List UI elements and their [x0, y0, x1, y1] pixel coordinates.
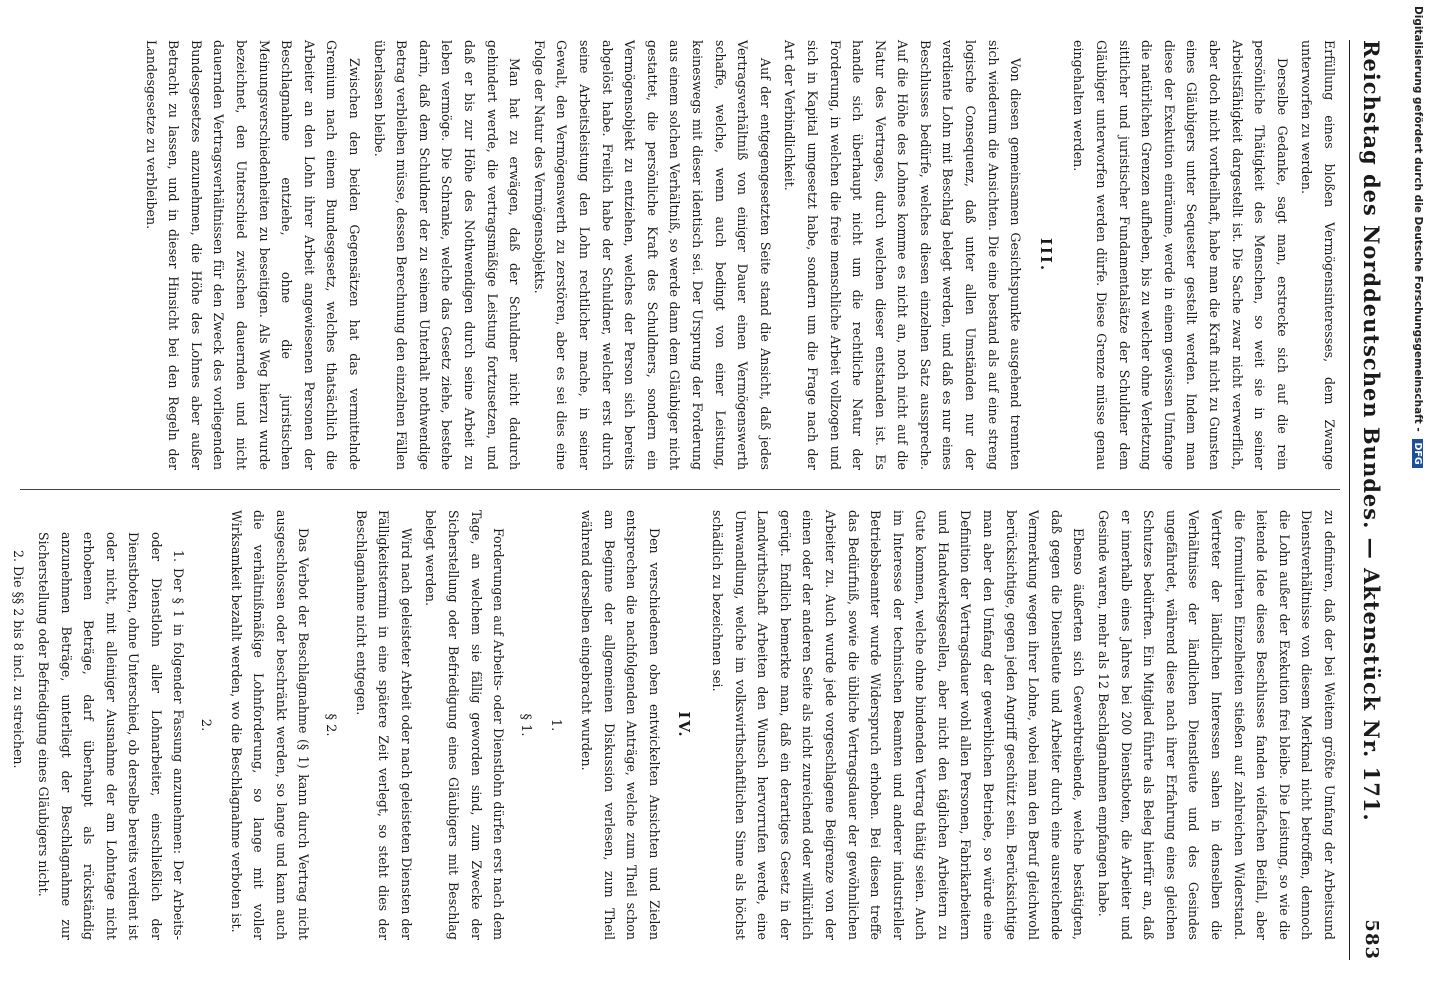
- credit-text: Digitalisierung gefördert durch die Deutsche Forschungsgemeinschaft -: [1412, 6, 1424, 432]
- paragraph: Den verschiedenen oben entwickelten Ansichten und Zielen entsprechen die nachfolgenden Anträge, welche zum Theil schon am Beginne der allgemeinen Diskussion verlesen, zum Theil während derselben eingebracht wurden.: [579, 510, 662, 940]
- header-title: Reichstag des Norddeutschen Bundes. — Aktenstück Nr. 171.: [1359, 40, 1385, 822]
- header-rule: [1349, 40, 1350, 960]
- paragraph: Das Verbot der Beschlagnahme (§ 1) kann durch Vertrag nicht ausgeschlossen oder beschränkt werden, so lange und kann auch die verhältnißmäßige Lohnforderung, so lange mit voller Wirksamkeit bezahlt werden, wo die Beschlagnahme verboten ist.: [228, 510, 312, 940]
- paragraph: Forderungen auf Arbeits- oder Dienstlohn dürfen erst nach dem Tage, an welchem sie fällig geworden sind, zum Zwecke der Sicherstellung oder Befriedigung eines Gläubigers mit Beschlag belegt werden.: [423, 510, 507, 940]
- credit-line: [1412, 6, 1424, 468]
- paragraph: Auf der entgegengesetzten Seite stand die Ansicht, daß jedes Vertragsverhältniß von einiger Dauer einen Vermögenswerth schaffe, welche, wenn auch bedingt von einer Leistung, keineswegs mit dieser identisch sei. Der Ursprung der Forderung aus einem solchen Verhältniß, so werde dann dem Gläubiger nicht gestattet, die persönliche Kraft des Schuldners, sondern ein Vermögensobjekt zu entziehen, welches der Person sich bereits abgelöst habe. Freilich habe der Schuldner, welcher erst durch seine Arbeitsleistung den Lohn rechtlicher mache, in seiner Gewalt, den Vermögenswerth zu zerstören, aber es sei dies eine Folge der Natur des Vermögensobjekts.: [531, 40, 773, 470]
- right-column: [11, 510, 1340, 940]
- left-column: [20, 40, 1340, 470]
- paragraph: zu definiren, daß der bei Weitem größte Umfang der Arbeitsund Dienstverhältnisse von diesem Merkmal nicht betroffen, dennoch die Lohn außer der Exekution frei bleibe. Die Leistung, so wie die leitende Idee dieses Beschlusses fanden vielfachen Beifall, aber die formulirten Einzelheiten stießen auf zahlreichen Widerstand. Vertreter der ländlichen Interessen sahen in denselben die Verhältnisse der ländlichen Dienstleute und des Gesindes ungefährdet, während diese nach ihrer Erfahrung eines gleichen Schutzes bedürften. Ein Mitglied führte als Beleg hierfür an, daß er innerhalb eines Jahres bei 200 Dienstboten, die Arbeiter und Gesinde waren, mehr als 12 Beschlagnahmen empfangen habe.: [1096, 510, 1337, 940]
- list-item: 2. Die §§ 2 bis 8 incl. zu streichen.: [11, 550, 27, 769]
- running-header: [1352, 40, 1392, 960]
- proposal-number: 1.: [548, 718, 564, 732]
- list-item: 1. Der § 1 in folgender Fassung anzunehmen: Der Arbeits- oder Dienstlohn aller Lohnarbeiter, einschließlich der Dienstboten, ohne Unterschied, ob derselbe bereits verdient ist oder nicht, mit alleiniger Ausnahme der am Lohntage nicht erhobenen Beträge, darf überhaupt als rückständig anzunehmen Beträge, unterliegt der Beschlagnahme zur Sicherstellung oder Befriedigung eines Gläubigers nicht.: [35, 532, 187, 940]
- page-number: 583: [1361, 919, 1383, 960]
- column-divider: [20, 489, 1340, 490]
- paragraph: Wird nach geleisteter Arbeit oder nach geleisteten Diensten der Fälligkeitstermin in eine spätere Zeit verlegt, so steht dies der Beschlagnahme nicht entgegen.: [353, 510, 414, 940]
- paragraph: Von diesen gemeinsamen Gesichtspunkte ausgehend trennten sich wiederum die Ansichten. Die eine bestand als auf eine streng logische Consequenz, daß unter allen Umständen nur der verdiente Lohn mit Beschlag belegt werden, und daß es nur eines Beschlusses bedürfe, welches diesen einzelnen Satz ausspreche. Auf die Höhe des Lohnes komme es nicht an, noch nicht auf die Natur des Vertrages, durch welchen dieser entstanden ist. Es handle sich überhaupt nicht um die rechtliche Natur der Forderung, in welchen die freie menschliche Arbeit vollzogen und sich in Kapital umgesetzt habe, sondern um die Frage nach der Art der Verbindlichkeit.: [782, 40, 1024, 470]
- section-heading: III.: [1036, 237, 1055, 273]
- digitization-credit: [1407, 6, 1429, 996]
- paragraph: Zwischen den beiden Gegensätzen hat das vermittelnde Gremium nach einem Bundesgesetz, welches thatsächlich die Arbeiter an den Lohn ihrer Arbeit angewiesenen Personen der Beschlagnahme entziehe, ohne die juristischen Meinungsverschiedenheiten zu beseitigen. Als Weg hierzu wurde bezeichnet, den Unterschied zwischen dauernden und nicht dauernden Vertragsverhältnissen für den Zweck des vorliegenden Bundesgesetzes anzunehmen, die Höhe des Lohnes aber außer Betracht zu lassen, und in dieser Hinsicht bei den Regeln der Landesgesetze zu verbleiben.: [143, 40, 363, 470]
- paragraph: Ebenso äußerten sich Gewerbtreibende, welche bestätigten, daß gegen die Dienstleute und Arbeiter durch eine ausreichende Vermerkung wegen ihrer Lohne, wobei man den Beruf gleichwohl berücksichtige, gegen jeden Angriff geschützt sein. Berücksichtige man aber den Umfang der gewerblichen Betriebe, so würde eine Definition der Vertragsdauer wohl allen Personen, Fabrikarbeitern und Handwerksgesellen, aber nicht den täglichen Arbeitern zu Gute kommen, welche ohne bindenden Vertrag thätig seien. Auch im Interesse der technischen Beamten und anderer industrieller Betriebsbeamter wurde Widerspruch erhoben. Bei diesen treffe das Bedürfniß, sowie die übliche Vertragsdauer der gewöhnlichen Arbeiter zu. Auch wurde jede vorgeschlagene Beigrenze von der einen oder der anderen Seite als nicht zureichend oder willkürlich gerügt. Endlich bemerkte man, daß ein derartiges Gesetz in der Landwirthschaft Arbeiten den Wunsch hervorrufen werde, eine Umwandlung, welche im volkswirthschaftlichen Sinne als höchst schädlich zu bezeichnen sei.: [709, 510, 1087, 940]
- paragraph: Derselbe Gedanke, sagt man, erstrecke sich auf die rein persönliche Thätigkeit des Menschen, so weit sie in seiner Arbeitsfähigkeit dargestellt ist. Die Sache zwar nicht verwerflich, aber doch nicht vortheilhaft, habe man die Kraft nicht zu Gunsten eines Gläubigers unter Sequester gestellt werden. Indem man diese der Exekution einräume, werde in einem gewissen Umfange die natürlichen Grenzen aufheben, bis zu welcher ohne Verletzung sittlicher und juristischer Fundamentalsätze der Schuldner dem Gläubiger unterworfen werden dürfe. Diese Grenze müsse genau eingehalten werden.: [1071, 40, 1290, 470]
- paragraph: Erfüllung eines bloßen Vermögensinteresses, dem Zwange unterworfen zu werden.: [1299, 40, 1337, 470]
- paragraph-sign: § 1.: [517, 713, 533, 737]
- proposal-number: 2.: [198, 718, 214, 732]
- section-heading: IV.: [675, 711, 694, 739]
- paragraph: Man hat zu erwägen, daß der Schuldner nicht dadurch gehindert werde, die vertragsmäßige Leistung fortzusetzen, und daß er bis zur Höhe des Nothwendigen durch seine Arbeit zu leben vermöge. Die Schranke, welche das Gesetz ziehe, bestehe darin, daß dem Schuldner der zu seinem Unterhalt nothwendige Betrag verbleiben müsse, dessen Berechnung den einzelnen Fällen überlassen bleibe.: [371, 40, 523, 470]
- dfg-logo: DFG: [1412, 439, 1423, 467]
- list-item: [0, 510, 5, 940]
- paragraph-sign: § 2.: [323, 713, 339, 737]
